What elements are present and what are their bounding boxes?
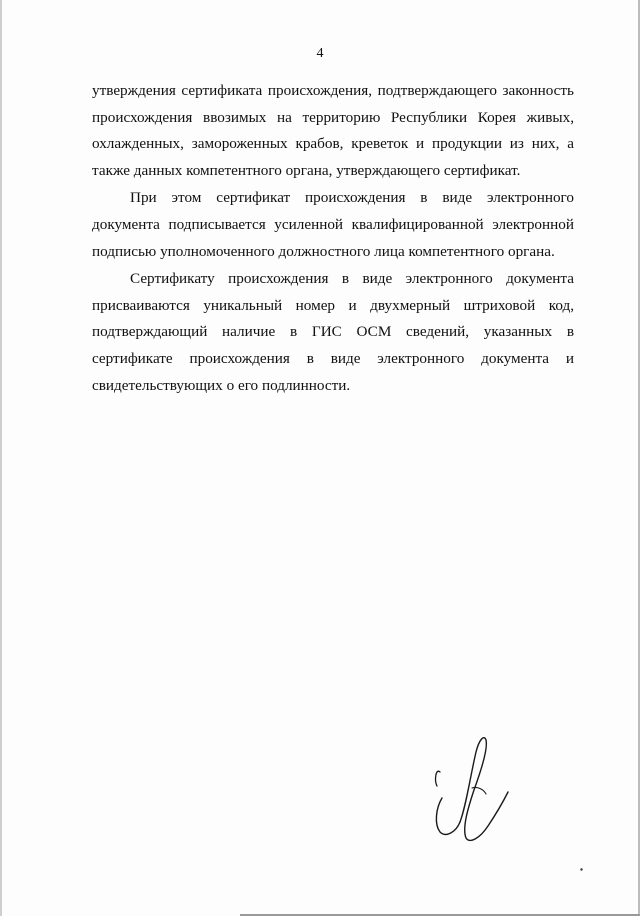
body-text — [92, 78, 574, 399]
page-number: 4 — [316, 46, 324, 61]
paragraph-3: Сертификату происхождения в виде электронного документа присваиваются уникальный номер и двухмерный штриховой код, подтверждающий наличие в ГИС ОСМ сведений, указанных в сертификате происхождения в виде электронного документа и свидетельствующих о его подлинности. — [92, 270, 574, 394]
scan-speck — [580, 868, 583, 871]
scan-edge-left — [0, 0, 2, 916]
handwritten-signature — [426, 728, 526, 848]
paragraph-1: утверждения сертификата происхождения, подтверждающего законность происхождения ввозимых на территорию Республики Корея живых, охлажденных, замороженных крабов, креветок и продукции из них, а также данных компетентного органа, утверждающего сертификат. — [92, 82, 574, 179]
paragraph-2: При этом сертификат происхождения в виде электронного документа подписывается усиленной квалифицированной электронной подписью уполномоченного должностного лица компетентного органа. — [92, 189, 574, 260]
